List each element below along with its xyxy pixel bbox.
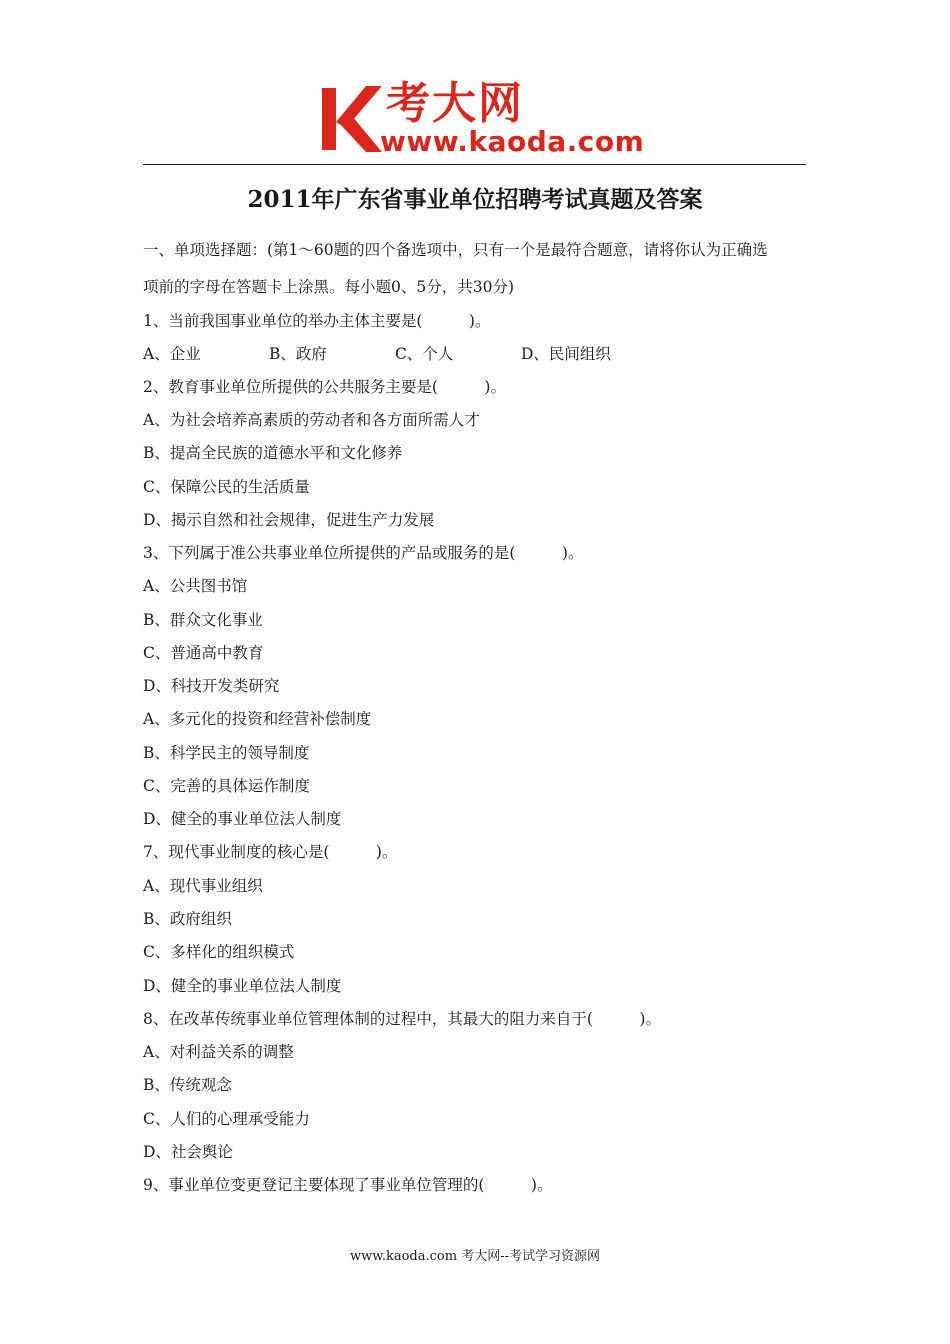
q2-stem: 2、教育事业单位所提供的公共服务主要是( )。: [143, 378, 506, 396]
logo-url-text: www.kaoda.com: [380, 125, 645, 158]
q1-option-a: A、企业: [143, 345, 201, 363]
q8-option-d: D、社会舆论: [143, 1143, 233, 1161]
header-divider: [143, 164, 806, 165]
q8-stem: 8、在改革传统事业单位管理体制的过程中，其最大的阻力来自于( )。: [143, 1010, 661, 1028]
q3-option-a: A、公共图书馆: [143, 577, 248, 595]
q2-option-c: C、保障公民的生活质量: [143, 478, 310, 496]
q2-option-d: D、揭示自然和社会规律，促进生产力发展: [143, 511, 435, 529]
kaoda-logo: [318, 78, 645, 160]
q1-option-c: C、个人: [395, 345, 454, 363]
q8-option-b: B、传统观念: [143, 1076, 232, 1094]
extra-option-b: B、科学民主的领导制度: [143, 744, 310, 762]
q3-stem: 3、下列属于准公共事业单位所提供的产品或服务的是( )。: [143, 544, 584, 562]
q7-stem: 7、现代事业制度的核心是( )。: [143, 843, 398, 861]
q2-option-b: B、提高全民族的道德水平和文化修养: [143, 444, 403, 462]
page-footer: www.kaoda.com 考大网--考试学习资源网: [350, 1249, 600, 1264]
q7-option-b: B、政府组织: [143, 910, 232, 928]
k-logo-icon: [318, 82, 384, 156]
extra-option-c: C、完善的具体运作制度: [143, 777, 310, 795]
q7-option-d: D、健全的事业单位法人制度: [143, 977, 342, 995]
q8-option-c: C、人们的心理承受能力: [143, 1110, 310, 1128]
q1-stem: 1、当前我国事业单位的举办主体主要是( )。: [143, 312, 491, 330]
q9-stem: 9、事业单位变更登记主要体现了事业单位管理的( )。: [143, 1176, 553, 1194]
instructions-line-1: 一、单项选择题：(第1～60题的四个备选项中，只有一个是最符合题意，请将你认为正确选: [143, 241, 768, 259]
q7-option-c: C、多样化的组织模式: [143, 943, 295, 961]
q8-option-a: A、对利益关系的调整: [143, 1043, 294, 1061]
document-title: 2011年广东省事业单位招聘考试真题及答案: [247, 186, 703, 213]
q2-option-a: A、为社会培养高素质的劳动者和各方面所需人才: [143, 411, 480, 429]
q1-option-d: D、民间组织: [521, 345, 611, 363]
extra-option-d: D、健全的事业单位法人制度: [143, 810, 342, 828]
q3-option-c: C、普通高中教育: [143, 644, 264, 662]
q3-option-b: B、群众文化事业: [143, 611, 263, 629]
q7-option-a: A、现代事业组织: [143, 877, 263, 895]
extra-option-a: A、多元化的投资和经营补偿制度: [143, 710, 372, 728]
q1-option-b: B、政府: [269, 345, 327, 363]
logo-brand-text: 考大网: [386, 78, 524, 129]
q1-options: [143, 344, 647, 364]
instructions-line-2: 项前的字母在答题卡上涂黑。每小题0、5分，共30分): [143, 278, 514, 296]
q3-option-d: D、科技开发类研究: [143, 677, 280, 695]
